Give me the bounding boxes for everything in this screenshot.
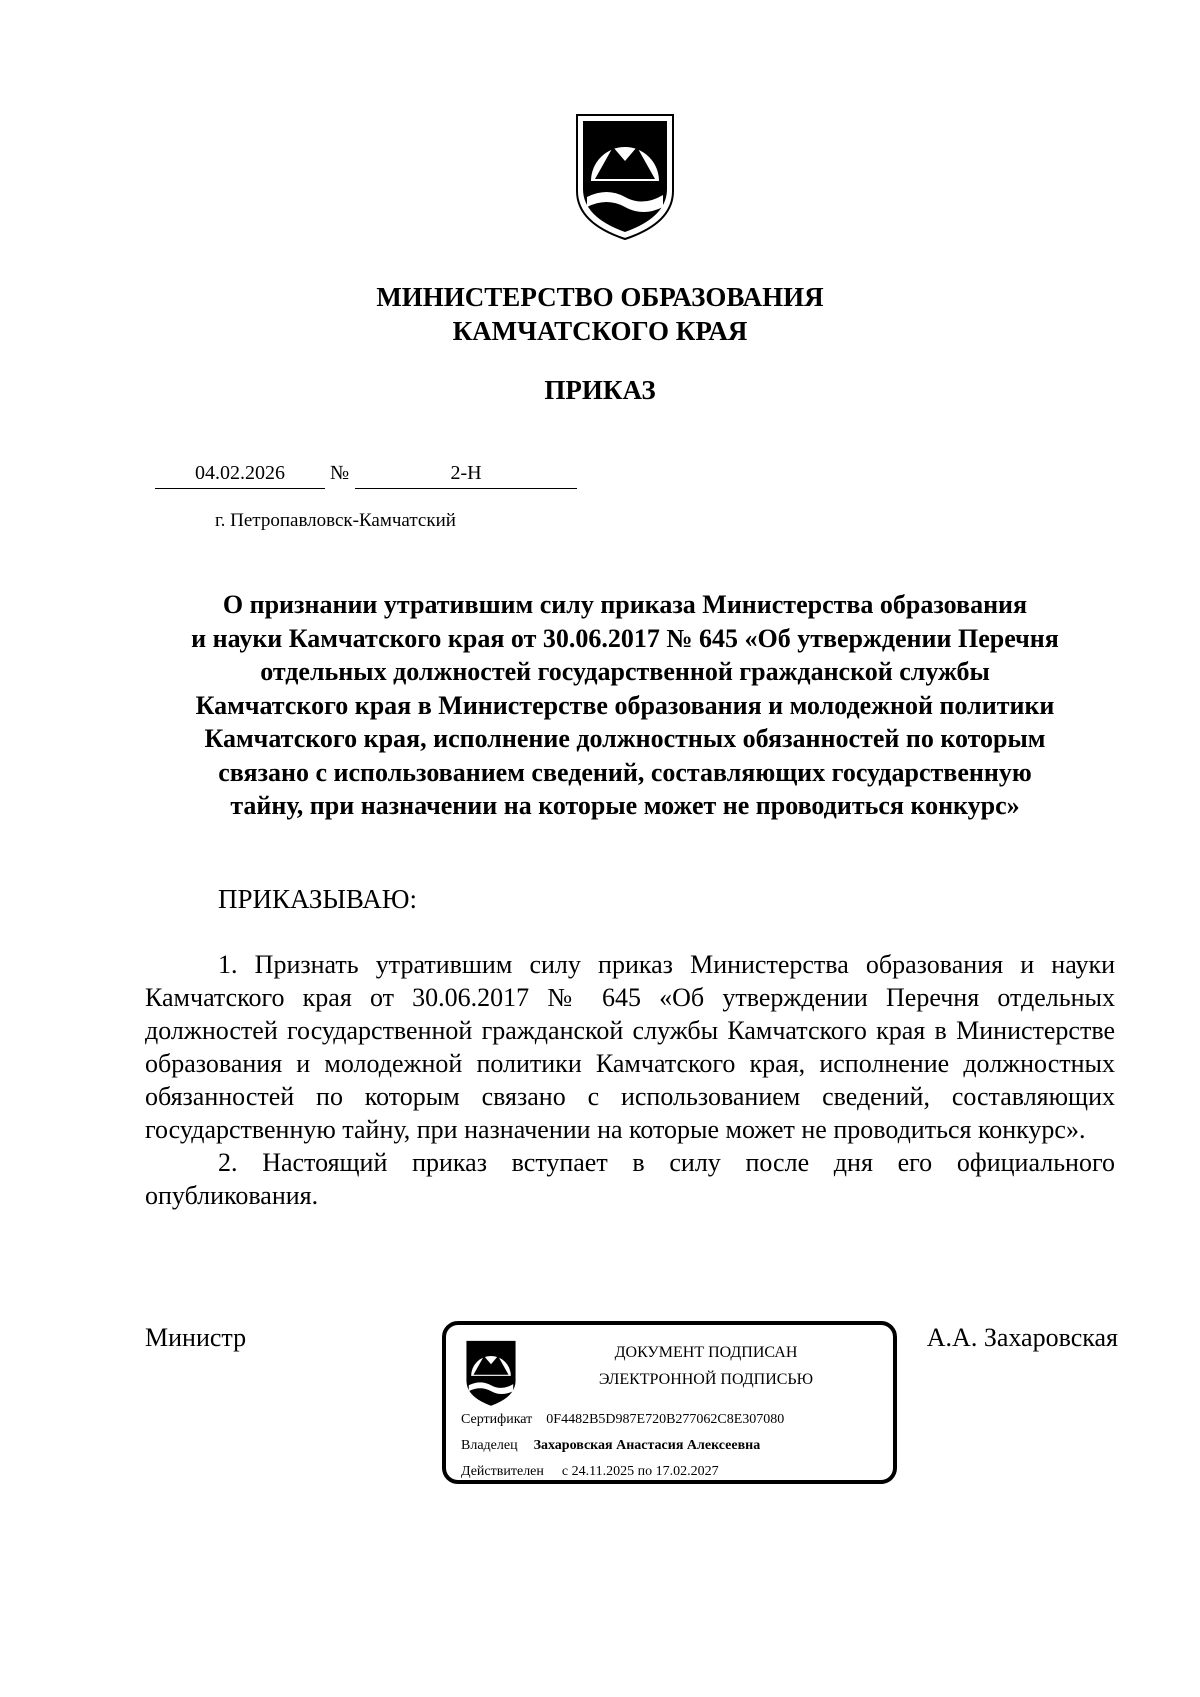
- stamp-validity-row: [461, 1464, 719, 1480]
- certificate-value: 0F4482B5D987E720B277062C8E307080: [546, 1412, 785, 1427]
- electronic-signature-stamp: [442, 1321, 897, 1484]
- org-name-line1: МИНИСТЕРСТВО ОБРАЗОВАНИЯ: [376, 282, 824, 312]
- document-date: 04.02.2026: [155, 462, 325, 489]
- document-number: 2-Н: [355, 462, 577, 489]
- coat-of-arms-emblem: [573, 111, 677, 241]
- owner-value: Захаровская Анастасия Алексеевна: [533, 1438, 761, 1453]
- order-word: ПРИКАЗЫВАЮ:: [218, 884, 417, 914]
- validity-value: с 24.11.2025 по 17.02.2027: [561, 1464, 719, 1479]
- document-body: [145, 948, 1115, 1212]
- stamp-certificate-row: [461, 1412, 784, 1428]
- org-name-line2: КАМЧАТСКОГО КРАЯ: [452, 316, 748, 346]
- title-line: Камчатского края, исполнение должностных обязанностей по которым: [204, 724, 1046, 753]
- city-name: г. Петропавловск-Камчатский: [215, 510, 456, 531]
- certificate-label: Сертификат: [461, 1412, 533, 1427]
- number-sign: №: [330, 462, 350, 484]
- title-line: тайну, при назначении на которые может не проводиться конкурс»: [230, 791, 1020, 820]
- title-line: связано с использованием сведений, составляющих государственную: [218, 757, 1032, 787]
- title-line: отдельных должностей государственной гражданской службы: [260, 657, 990, 686]
- document-title: [140, 588, 1110, 823]
- paragraph-2: 2. Настоящий приказ вступает в силу после дня его официального опубликования.: [145, 1148, 1115, 1210]
- validity-label: Действителен: [461, 1464, 544, 1479]
- title-line: и науки Камчатского края от 30.06.2017 № 645 «Об утверждении Перечня: [191, 623, 1059, 653]
- stamp-owner-row: [461, 1438, 760, 1454]
- title-line: О признании утратившим силу приказа Министерства образования: [222, 590, 1028, 619]
- stamp-emblem-icon: [460, 1335, 522, 1411]
- paragraph-1: 1. Признать утратившим силу приказ Министерства образования и науки Камчатского края от 30.06.2017 № 645 «Об утверждении Перечня отдельных должностей государственной гражданской службы Камчатского края в Министерстве образования и молодежной политики Камчатского края, исполнение должностных обязанностей по которым связано с использованием сведений, составляющих государственную тайну, при назначении на которые может не проводиться конкурс».: [145, 950, 1115, 1144]
- stamp-heading-line1: ДОКУМЕНТ ПОДПИСАН: [614, 1344, 798, 1361]
- signer-name: А.А. Захаровская: [926, 1323, 1118, 1352]
- title-line: Камчатского края в Министерстве образования и молодежной политики: [195, 690, 1055, 720]
- owner-label: Владелец: [461, 1438, 518, 1453]
- signer-position: Министр: [145, 1323, 247, 1352]
- document-type: ПРИКАЗ: [544, 375, 656, 405]
- stamp-heading-line2: ЭЛЕКТРОННОЙ ПОДПИСЬЮ: [598, 1371, 814, 1388]
